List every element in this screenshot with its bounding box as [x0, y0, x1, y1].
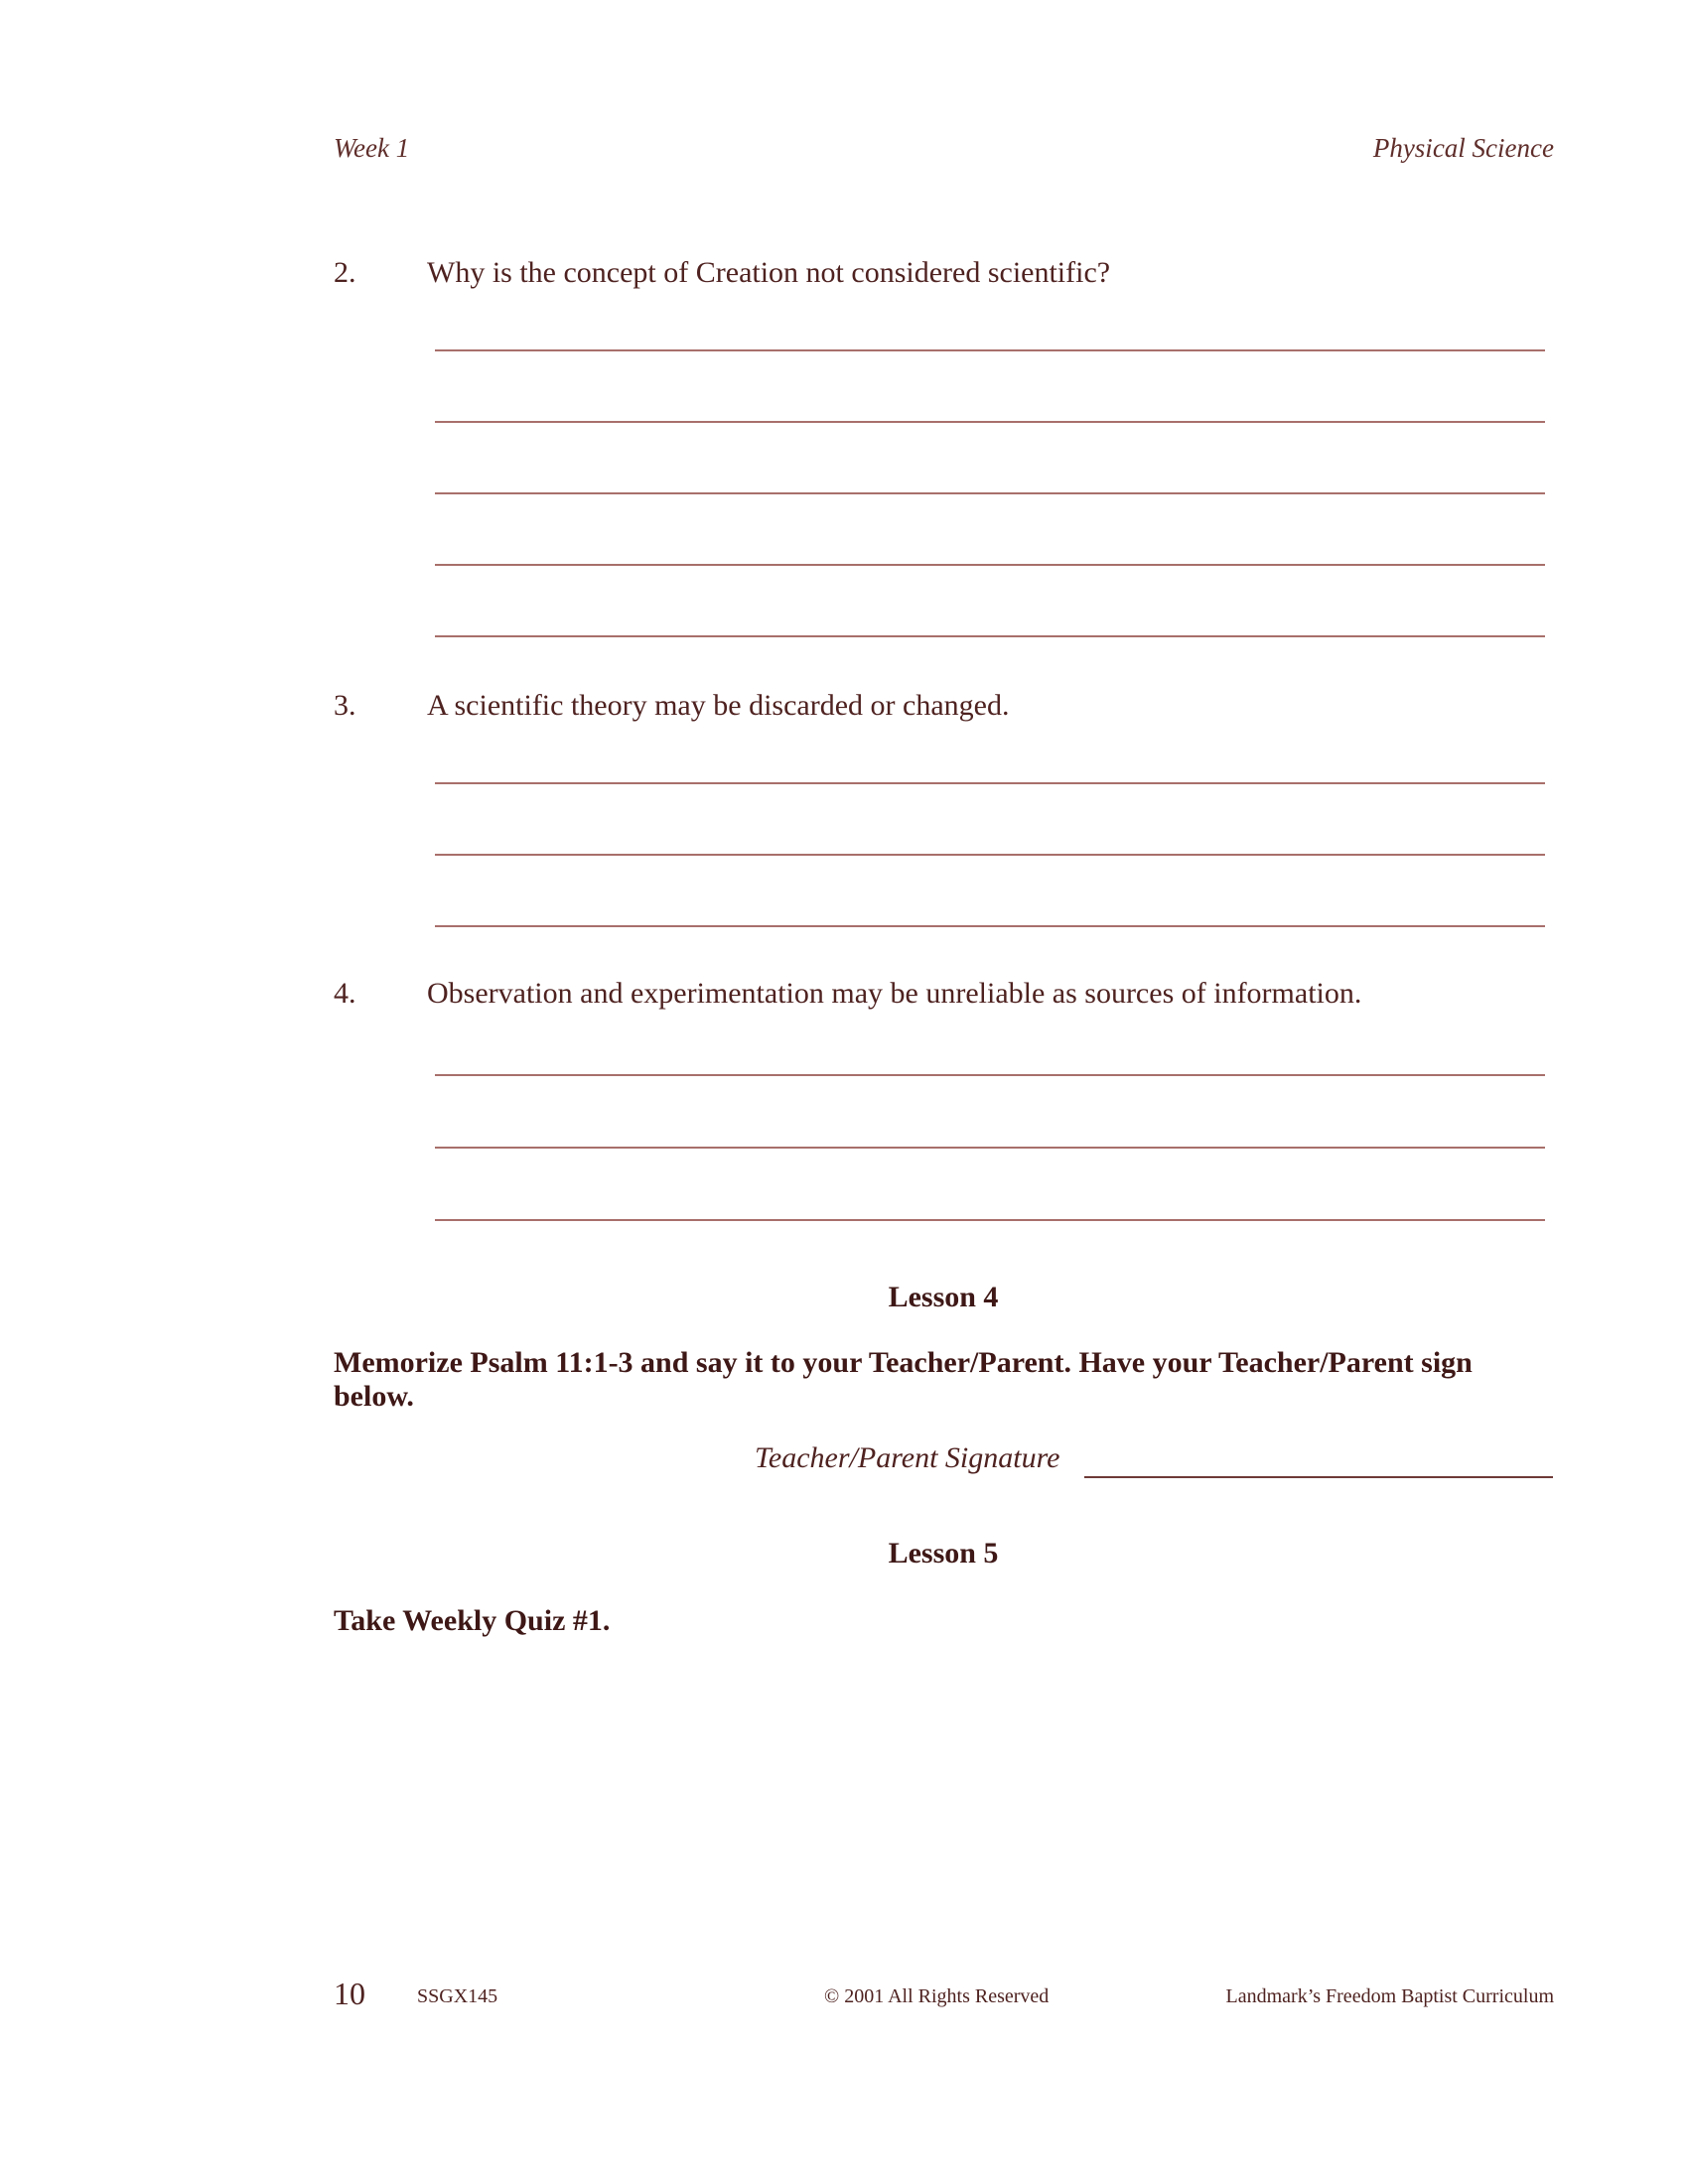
question-4-number: 4. — [334, 977, 356, 1010]
question-4-text: Observation and experimentation may be unreliable as sources of information. — [427, 977, 1362, 1010]
question-3-answer-line-3[interactable] — [435, 925, 1545, 927]
question-2-number: 2. — [334, 256, 356, 289]
question-3-text: A scientific theory may be discarded or changed. — [427, 689, 1010, 722]
question-3-number: 3. — [334, 689, 356, 722]
question-2-answer-line-5[interactable] — [435, 635, 1545, 637]
question-4-answer-line-1[interactable] — [435, 1074, 1545, 1076]
question-2-text: Why is the concept of Creation not considered scientific? — [427, 256, 1111, 289]
page-number: 10 — [334, 1976, 365, 2011]
question-4-answer-line-3[interactable] — [435, 1219, 1545, 1221]
copyright-notice: © 2001 All Rights Reserved — [824, 1985, 1050, 2007]
signature-line[interactable] — [1084, 1476, 1553, 1478]
question-2-answer-line-2[interactable] — [435, 421, 1545, 423]
question-2-answer-line-4[interactable] — [435, 564, 1545, 566]
question-3-answer-line-2[interactable] — [435, 854, 1545, 856]
lesson-5-instruction: Take Weekly Quiz #1. — [334, 1604, 611, 1637]
header-subject: Physical Science — [1372, 133, 1554, 163]
question-3-answer-line-1[interactable] — [435, 782, 1545, 784]
question-2-answer-line-3[interactable] — [435, 492, 1545, 494]
question-2-answer-line-1[interactable] — [435, 349, 1545, 351]
signature-label: Teacher/Parent Signature — [755, 1441, 1060, 1474]
question-4-answer-line-2[interactable] — [435, 1147, 1545, 1149]
course-code: SSGX145 — [417, 1985, 498, 2007]
header-week: Week 1 — [334, 133, 410, 163]
publisher-name: Landmark’s Freedom Baptist Curriculum — [1225, 1985, 1554, 2007]
lesson-4-instruction: Memorize Psalm 11:1-3 and say it to your Teacher/Parent. Have your Teacher/Parent sign below. — [334, 1346, 1473, 1413]
lesson-4-heading: Lesson 4 — [888, 1281, 999, 1313]
lesson-5-heading: Lesson 5 — [888, 1537, 999, 1570]
